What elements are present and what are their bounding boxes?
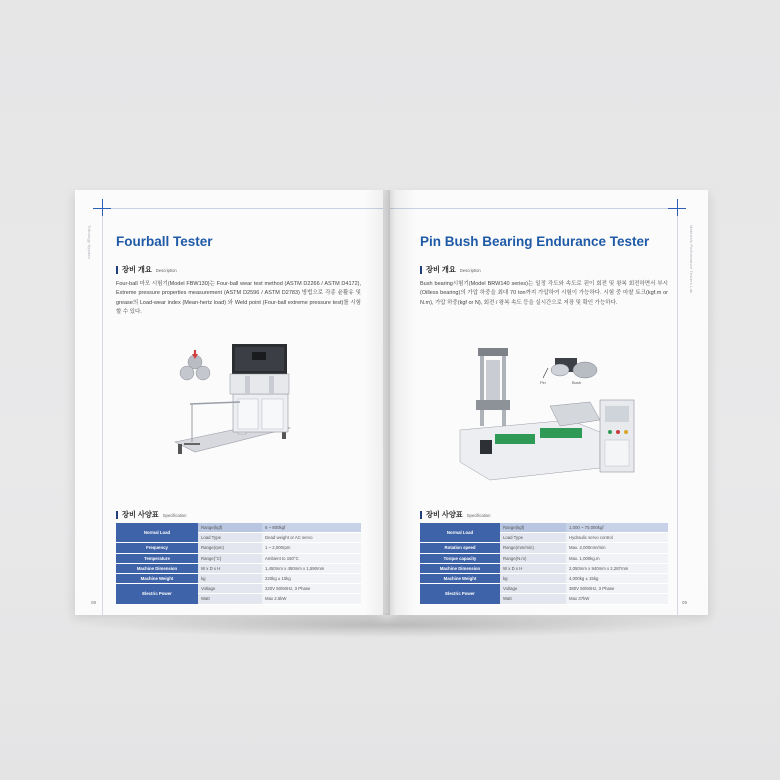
table-row <box>420 563 668 573</box>
table-row <box>116 553 361 563</box>
spec-value: 6 ~ 800kgf <box>262 523 361 533</box>
heading-english: Description <box>459 268 481 273</box>
table-row <box>116 563 361 573</box>
spec-value: 1 ~ 2,000rpm <box>262 543 361 553</box>
heading-english: Specification <box>466 513 491 518</box>
side-label: Materials Performance Testers Lab <box>689 225 694 294</box>
margin-rule <box>102 216 103 615</box>
pin-label: Pin <box>540 380 546 385</box>
spec-key: Load Type <box>500 533 566 543</box>
heading-bar <box>420 266 422 274</box>
spec-label: Electric Power <box>116 584 198 604</box>
heading-korean: 장비 사양표 <box>122 510 159 519</box>
spec-value: 2,050mm x 940mm x 2,287mm <box>566 563 668 573</box>
description-text: Four-ball 마모 시험기(Model FBW130)는 Four-ball wear test method (ASTM D2266 / ASTM D4172), Extreme pressure properties measurement (ASTM D2596 / ASTM D2783) 방법으로 각종 윤활유 및 grease의 Load-wear index (Mean-hertz load) 와 Weld point (Four-ball extreme pressure test)를 시험할 수 있다. <box>116 281 361 315</box>
spec-label: Torque capacity <box>420 553 500 563</box>
spec-value: 220V 50/60Hz, 3 Phase <box>262 584 361 594</box>
spec-label: Rotation speed <box>420 543 500 553</box>
table-row <box>420 543 668 553</box>
spec-key: Watt <box>198 594 262 604</box>
heading-english: Specification <box>162 513 187 518</box>
spec-value: Dead weight or AC servo <box>262 533 361 543</box>
description-heading <box>420 265 481 275</box>
spec-label: Electric Power <box>420 584 500 604</box>
left-page <box>75 190 383 615</box>
table-row <box>420 573 668 583</box>
spec-value: 1,000 ~ 70,000kgf <box>566 523 668 533</box>
spec-key: kg <box>198 573 262 583</box>
spec-value: Max. 2,000mm/min <box>566 543 668 553</box>
heading-english: Description <box>155 268 177 273</box>
spec-label: Machine Weight <box>116 573 198 583</box>
heading-korean: 장비 사양표 <box>426 510 463 519</box>
table-row <box>420 584 668 594</box>
table-row <box>420 523 668 533</box>
spec-key: W x D x H <box>198 563 262 573</box>
spec-table <box>116 523 361 605</box>
spec-key: W x D x H <box>500 563 566 573</box>
spec-key: Range(N.m) <box>500 553 566 563</box>
top-rule <box>390 208 670 209</box>
spec-table <box>420 523 668 605</box>
spec-key: Range(kgf) <box>198 523 262 533</box>
spec-heading <box>420 510 490 520</box>
spec-value: Max. 1,000kg.m <box>566 553 668 563</box>
spec-key: kg <box>500 573 566 583</box>
description-text: Bush bearing시험기(Model BRW140 series)는 일정 각도와 속도로 핀이 회전 및 왕복 회전하면서 부시(Oilless bearing)의 가압 하중을 최대 70 ton까지 가압하여 시험이 가능하다. 시험 중 마찰 토크(kgf.m or N.m), 가압 하중(kgf or N), 회전 / 왕복 속도 등을 실시간으로 저장 및 확인 가능하다. <box>420 281 668 306</box>
spec-label: Temperature <box>116 553 198 563</box>
spec-value: Hydraulic servo control <box>566 533 668 543</box>
spec-value: Max 37kW <box>566 594 668 604</box>
pin-bush-tester-photo <box>440 340 640 490</box>
spec-key: Range(mm/min) <box>500 543 566 553</box>
spec-heading <box>116 510 186 520</box>
right-page <box>390 190 708 615</box>
fourball-tester-photo <box>170 332 305 477</box>
table-row <box>116 573 361 583</box>
table-row <box>116 543 361 553</box>
spec-key: Range(rpm) <box>198 543 262 553</box>
spec-key: Voltage <box>500 584 566 594</box>
heading-korean: 장비 개요 <box>122 265 152 274</box>
crosshair-mark <box>677 199 678 217</box>
spec-label: Normal Load <box>420 523 500 543</box>
top-rule <box>111 208 383 209</box>
page-title: Pin Bush Bearing Endurance Tester <box>420 234 650 249</box>
spec-value: 380V 50/60Hz, 3 Phase <box>566 584 668 594</box>
table-row <box>420 553 668 563</box>
spec-key: Watt <box>500 594 566 604</box>
table-row <box>116 584 361 594</box>
page-number: 08 <box>91 600 97 605</box>
brochure-shadow <box>80 612 700 638</box>
spec-key: Voltage <box>198 584 262 594</box>
spec-value: 4,000kg ± 15kg <box>566 573 668 583</box>
page-number: 09 <box>682 600 688 605</box>
spec-label: Machine Weight <box>420 573 500 583</box>
heading-korean: 장비 개요 <box>426 265 456 274</box>
spec-key: Range(kgf) <box>500 523 566 533</box>
bush-label: Bush <box>572 380 582 385</box>
crosshair-mark <box>102 199 103 217</box>
spec-value: Ambient to 150°C <box>262 553 361 563</box>
spec-value: Max 2.5kW <box>262 594 361 604</box>
spec-label: Normal Load <box>116 523 198 543</box>
heading-bar <box>116 511 118 519</box>
spec-value: 1,450mm x 450mm x 1,590mm <box>262 563 361 573</box>
heading-bar <box>116 266 118 274</box>
heading-bar <box>420 511 422 519</box>
page-title: Fourball Tester <box>116 234 213 249</box>
side-label: Tribology System <box>87 225 92 259</box>
spec-label: Machine Dimension <box>116 563 198 573</box>
spec-label: Frequency <box>116 543 198 553</box>
spec-value: 220kg ± 10kg <box>262 573 361 583</box>
description-heading <box>116 265 177 275</box>
spec-key: Range(°C) <box>198 553 262 563</box>
spec-key: Load Type <box>198 533 262 543</box>
table-row <box>116 523 361 533</box>
spec-label: Machine Dimension <box>420 563 500 573</box>
margin-rule <box>677 216 678 615</box>
